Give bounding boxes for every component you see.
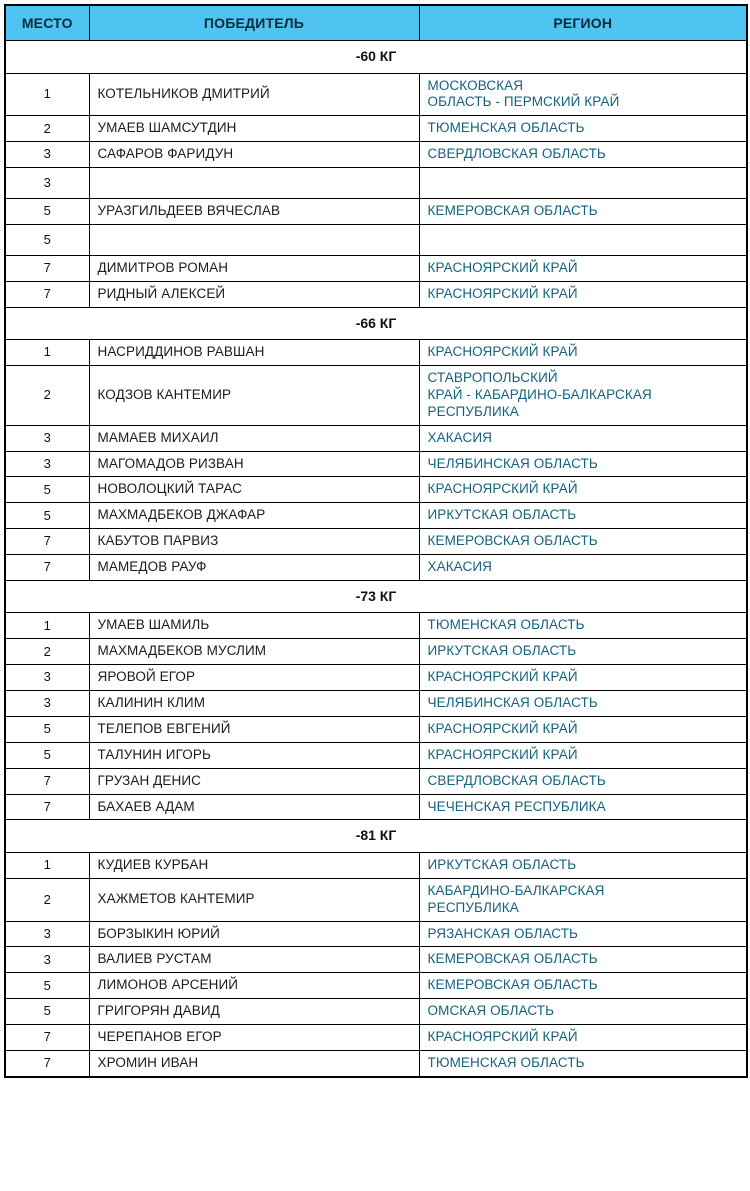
- table-row: [5, 1050, 747, 1076]
- results-table: [4, 4, 748, 1078]
- cell-winner: САФАРОВ ФАРИДУН: [89, 142, 419, 168]
- cell-place: 5: [5, 716, 89, 742]
- weight-category-label: -73 КГ: [5, 580, 747, 613]
- cell-winner: ХРОМИН ИВАН: [89, 1050, 419, 1076]
- cell-place: 7: [5, 1050, 89, 1076]
- cell-winner: ВАЛИЕВ РУСТАМ: [89, 947, 419, 973]
- cell-winner: ЯРОВОЙ ЕГОР: [89, 665, 419, 691]
- cell-winner: ЛИМОНОВ АРСЕНИЙ: [89, 973, 419, 999]
- table-row: [5, 665, 747, 691]
- cell-place: 2: [5, 639, 89, 665]
- weight-category-row: [5, 307, 747, 340]
- cell-place: 3: [5, 142, 89, 168]
- cell-winner: КУДИЕВ КУРБАН: [89, 852, 419, 878]
- cell-region: ХАКАСИЯ: [419, 425, 747, 451]
- cell-winner: РИДНЫЙ АЛЕКСЕЙ: [89, 281, 419, 307]
- cell-winner: [89, 168, 419, 199]
- cell-region: ТЮМЕНСКАЯ ОБЛАСТЬ: [419, 116, 747, 142]
- table-row: [5, 613, 747, 639]
- table-row: [5, 973, 747, 999]
- cell-region: КРАСНОЯРСКИЙ КРАЙ: [419, 477, 747, 503]
- cell-region: КЕМЕРОВСКАЯ ОБЛАСТЬ: [419, 199, 747, 225]
- cell-winner: МАХМАДБЕКОВ МУСЛИМ: [89, 639, 419, 665]
- cell-place: 3: [5, 947, 89, 973]
- cell-region: ТЮМЕНСКАЯ ОБЛАСТЬ: [419, 1050, 747, 1076]
- cell-region: ЧЕЛЯБИНСКАЯ ОБЛАСТЬ: [419, 451, 747, 477]
- cell-region: КЕМЕРОВСКАЯ ОБЛАСТЬ: [419, 529, 747, 555]
- table-row: [5, 255, 747, 281]
- cell-region: ЧЕЧЕНСКАЯ РЕСПУБЛИКА: [419, 794, 747, 820]
- table-row: [5, 921, 747, 947]
- table-row: [5, 477, 747, 503]
- cell-winner: [89, 224, 419, 255]
- weight-category-row: [5, 41, 747, 74]
- cell-region: ИРКУТСКАЯ ОБЛАСТЬ: [419, 503, 747, 529]
- cell-region: КРАСНОЯРСКИЙ КРАЙ: [419, 716, 747, 742]
- cell-place: 5: [5, 742, 89, 768]
- cell-place: 5: [5, 199, 89, 225]
- cell-winner: МАГОМАДОВ РИЗВАН: [89, 451, 419, 477]
- table-row: [5, 366, 747, 426]
- cell-winner: КОДЗОВ КАНТЕМИР: [89, 366, 419, 426]
- cell-region: ХАКАСИЯ: [419, 555, 747, 581]
- cell-region: РЯЗАНСКАЯ ОБЛАСТЬ: [419, 921, 747, 947]
- cell-winner: ХАЖМЕТОВ КАНТЕМИР: [89, 878, 419, 921]
- cell-region: ИРКУТСКАЯ ОБЛАСТЬ: [419, 852, 747, 878]
- table-row: [5, 852, 747, 878]
- cell-winner: ГРИГОРЯН ДАВИД: [89, 999, 419, 1025]
- cell-region: ЧЕЛЯБИНСКАЯ ОБЛАСТЬ: [419, 691, 747, 717]
- table-header-row: [5, 5, 747, 41]
- cell-place: 7: [5, 255, 89, 281]
- cell-region: СВЕРДЛОВСКАЯ ОБЛАСТЬ: [419, 142, 747, 168]
- cell-place: 7: [5, 794, 89, 820]
- cell-place: 5: [5, 973, 89, 999]
- cell-winner: МАМЕДОВ РАУФ: [89, 555, 419, 581]
- cell-winner: УРАЗГИЛЬДЕЕВ ВЯЧЕСЛАВ: [89, 199, 419, 225]
- table-row: [5, 503, 747, 529]
- table-row: [5, 716, 747, 742]
- table-row: [5, 878, 747, 921]
- table-row: [5, 340, 747, 366]
- table-row: [5, 199, 747, 225]
- table-row: [5, 1025, 747, 1051]
- table-row: [5, 281, 747, 307]
- cell-place: 3: [5, 921, 89, 947]
- cell-region: КРАСНОЯРСКИЙ КРАЙ: [419, 1025, 747, 1051]
- weight-category-label: -60 КГ: [5, 41, 747, 74]
- table-header: [5, 5, 747, 41]
- table-body: [5, 41, 747, 1077]
- cell-place: 2: [5, 366, 89, 426]
- table-row: [5, 116, 747, 142]
- cell-region: КРАСНОЯРСКИЙ КРАЙ: [419, 340, 747, 366]
- cell-place: 5: [5, 477, 89, 503]
- cell-region: КАБАРДИНО-БАЛКАРСКАЯ РЕСПУБЛИКА: [419, 878, 747, 921]
- table-row: [5, 794, 747, 820]
- cell-region: СТАВРОПОЛЬСКИЙ КРАЙ - КАБАРДИНО-БАЛКАРСКАЯ РЕСПУБЛИКА: [419, 366, 747, 426]
- cell-winner: УМАЕВ ШАМИЛЬ: [89, 613, 419, 639]
- cell-place: 1: [5, 340, 89, 366]
- cell-region: [419, 168, 747, 199]
- table-row: [5, 691, 747, 717]
- table-row: [5, 555, 747, 581]
- weight-category-row: [5, 580, 747, 613]
- cell-place: 3: [5, 665, 89, 691]
- cell-place: 2: [5, 878, 89, 921]
- cell-region: СВЕРДЛОВСКАЯ ОБЛАСТЬ: [419, 768, 747, 794]
- table-row: [5, 947, 747, 973]
- table-row: [5, 73, 747, 116]
- cell-place: 1: [5, 613, 89, 639]
- cell-place: 3: [5, 425, 89, 451]
- cell-place: 1: [5, 852, 89, 878]
- cell-winner: НОВОЛОЦКИЙ ТАРАС: [89, 477, 419, 503]
- cell-winner: КАБУТОВ ПАРВИЗ: [89, 529, 419, 555]
- table-row: [5, 639, 747, 665]
- table-row: [5, 224, 747, 255]
- weight-category-row: [5, 820, 747, 853]
- cell-winner: ТЕЛЕПОВ ЕВГЕНИЙ: [89, 716, 419, 742]
- cell-region: КРАСНОЯРСКИЙ КРАЙ: [419, 281, 747, 307]
- table-row: [5, 142, 747, 168]
- cell-winner: ДИМИТРОВ РОМАН: [89, 255, 419, 281]
- cell-winner: ЧЕРЕПАНОВ ЕГОР: [89, 1025, 419, 1051]
- cell-place: 5: [5, 999, 89, 1025]
- table-row: [5, 999, 747, 1025]
- cell-place: 3: [5, 691, 89, 717]
- cell-region: КРАСНОЯРСКИЙ КРАЙ: [419, 255, 747, 281]
- cell-place: 2: [5, 116, 89, 142]
- cell-winner: УМАЕВ ШАМСУТДИН: [89, 116, 419, 142]
- cell-winner: МАМАЕВ МИХАИЛ: [89, 425, 419, 451]
- cell-winner: ТАЛУНИН ИГОРЬ: [89, 742, 419, 768]
- cell-region: КРАСНОЯРСКИЙ КРАЙ: [419, 742, 747, 768]
- cell-winner: ГРУЗАН ДЕНИС: [89, 768, 419, 794]
- cell-region: КЕМЕРОВСКАЯ ОБЛАСТЬ: [419, 973, 747, 999]
- table-row: [5, 451, 747, 477]
- table-row: [5, 425, 747, 451]
- cell-place: 1: [5, 73, 89, 116]
- cell-region: ТЮМЕНСКАЯ ОБЛАСТЬ: [419, 613, 747, 639]
- table-row: [5, 742, 747, 768]
- cell-winner: БАХАЕВ АДАМ: [89, 794, 419, 820]
- cell-region: КЕМЕРОВСКАЯ ОБЛАСТЬ: [419, 947, 747, 973]
- cell-winner: НАСРИДДИНОВ РАВШАН: [89, 340, 419, 366]
- cell-winner: КОТЕЛЬНИКОВ ДМИТРИЙ: [89, 73, 419, 116]
- cell-place: 7: [5, 768, 89, 794]
- column-header-place: МЕСТО: [5, 5, 89, 41]
- cell-place: 7: [5, 281, 89, 307]
- column-header-winner: ПОБЕДИТЕЛЬ: [89, 5, 419, 41]
- cell-region: КРАСНОЯРСКИЙ КРАЙ: [419, 665, 747, 691]
- column-header-region: РЕГИОН: [419, 5, 747, 41]
- cell-place: 7: [5, 555, 89, 581]
- table-row: [5, 529, 747, 555]
- cell-region: ОМСКАЯ ОБЛАСТЬ: [419, 999, 747, 1025]
- weight-category-label: -66 КГ: [5, 307, 747, 340]
- cell-place: 5: [5, 503, 89, 529]
- cell-place: 3: [5, 168, 89, 199]
- cell-place: 3: [5, 451, 89, 477]
- weight-category-label: -81 КГ: [5, 820, 747, 853]
- cell-winner: МАХМАДБЕКОВ ДЖАФАР: [89, 503, 419, 529]
- cell-place: 7: [5, 529, 89, 555]
- cell-place: 7: [5, 1025, 89, 1051]
- cell-winner: КАЛИНИН КЛИМ: [89, 691, 419, 717]
- cell-region: [419, 224, 747, 255]
- cell-winner: БОРЗЫКИН ЮРИЙ: [89, 921, 419, 947]
- table-row: [5, 168, 747, 199]
- cell-region: МОСКОВСКАЯ ОБЛАСТЬ - ПЕРМСКИЙ КРАЙ: [419, 73, 747, 116]
- cell-region: ИРКУТСКАЯ ОБЛАСТЬ: [419, 639, 747, 665]
- table-row: [5, 768, 747, 794]
- cell-place: 5: [5, 224, 89, 255]
